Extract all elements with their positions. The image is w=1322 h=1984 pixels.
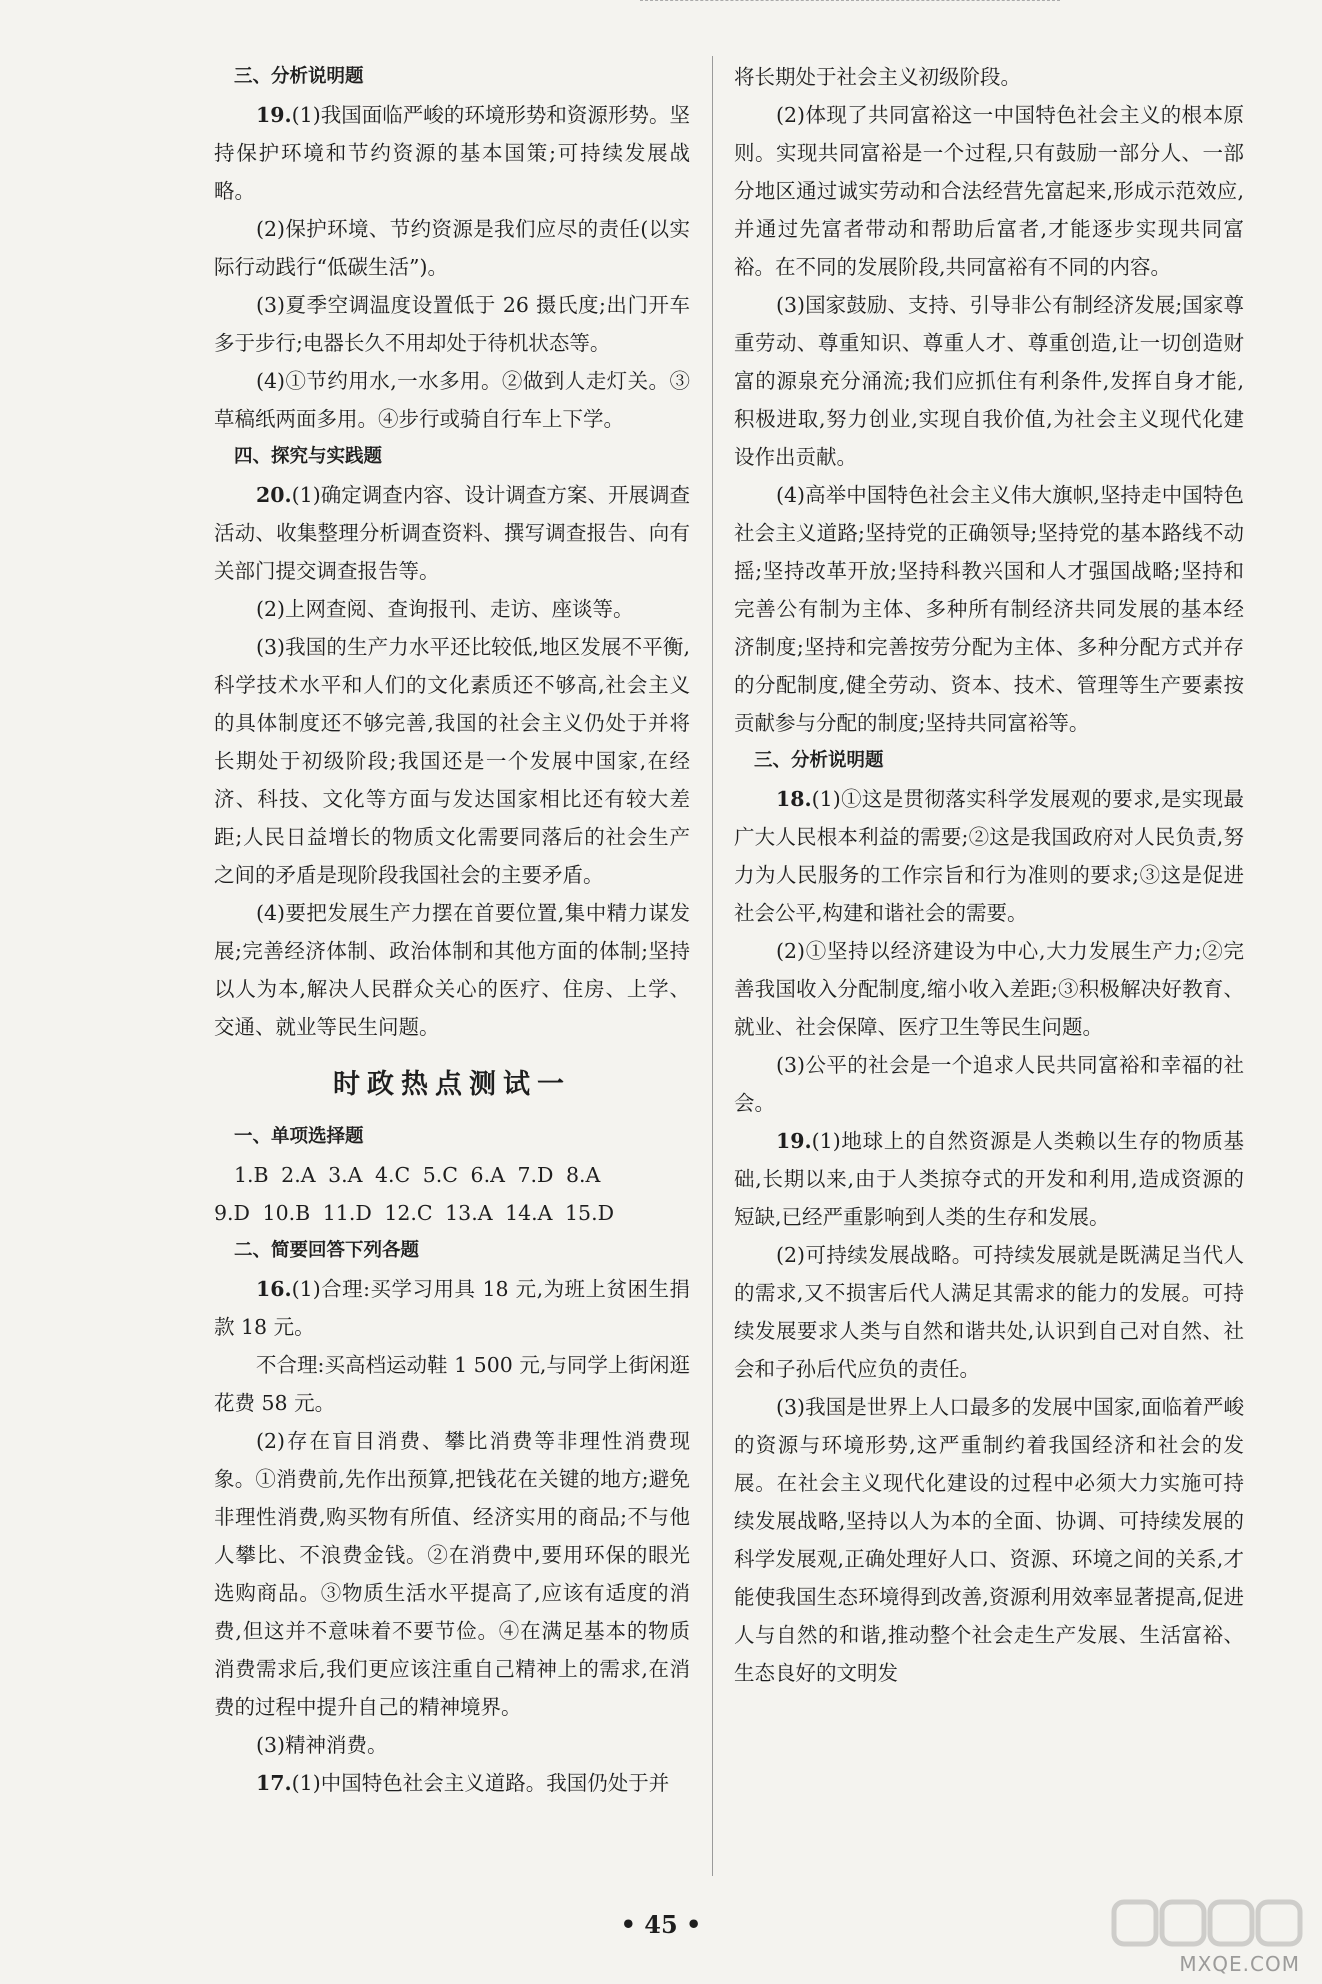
section-heading: 二、简要回答下列各题 <box>234 1240 420 1261</box>
answer: 7.D <box>517 1163 554 1187</box>
q16-part2: (2)存在盲目消费、攀比消费等非理性消费现象。①消费前,先作出预算,把钱花在关键的地方;避免非理性消费,购买物有所值、经济实用的商品;不与他人攀比、不浪费金钱。②在消费中,要用环保的眼光选购商品。③物质生活水平提高了,应该有适度的消费,但这并不意味着不要节俭。④在满足基本的物质消费需求后,我们更应该注重自己精神上的需求,在消费的过程中提升自己的精神境界。 <box>214 1429 690 1719</box>
answer: 3.A <box>328 1163 363 1187</box>
answer: 1.B <box>234 1163 269 1187</box>
q17-part2: (2)体现了共同富裕这一中国特色社会主义的根本原则。实现共同富裕是一个过程,只有鼓励一部分人、一部分地区通过诚实劳动和合法经营先富起来,形成示范效应,并通过先富者带动和帮助后富者,才能逐步实现共同富裕。在不同的发展阶段,共同富裕有不同的内容。 <box>734 103 1244 279</box>
question-number: 19. <box>776 1129 812 1153</box>
q19-part2: (2)可持续发展战略。可持续发展就是既满足当代人的需求,又不损害后代人满足其需求的能力的发展。可持续发展要求人类与自然和谐共处,认识到自己对自然、社会和子孙后代应负的责任。 <box>734 1243 1244 1381</box>
top-border <box>640 0 1060 5</box>
section-heading: 三、分析说明题 <box>234 66 364 87</box>
q19-part2: (2)保护环境、节约资源是我们应尽的责任(以实际行动践行“低碳生活”)。 <box>214 217 690 279</box>
answer: 11.D <box>322 1201 372 1225</box>
question-number: 20. <box>256 483 292 507</box>
q19-part4: (4)①节约用水,一水多用。②做到人走灯关。③草稿纸两面多用。④步行或骑自行车上下学。 <box>214 369 690 431</box>
q19-part1: 19.(1)地球上的自然资源是人类赖以生存的物质基础,长期以来,由于人类掠夺式的开发和利用,造成资源的短缺,已经严重影响到人类的生存和发展。 <box>734 1129 1244 1229</box>
answer: 8.A <box>565 1163 601 1187</box>
answer: 15.D <box>565 1201 615 1225</box>
q20-part4: (4)要把发展生产力摆在首要位置,集中精力谋发展;完善经济体制、政治体制和其他方面的体制;坚持以人为本,解决人民群众关心的医疗、住房、上学、交通、就业等民生问题。 <box>214 901 690 1039</box>
q17-part3: (3)国家鼓励、支持、引导非公有制经济发展;国家尊重劳动、尊重知识、尊重人才、尊重创造,让一切创造财富的源泉充分涌流;我们应抓住有利条件,发挥自身才能,积极进取,努力创业,实现自我价值,为社会主义现代化建设作出贡献。 <box>734 293 1244 469</box>
section-heading: 四、探究与实践题 <box>234 446 383 467</box>
section-heading: 一、单项选择题 <box>234 1126 364 1147</box>
q20-part3: (3)我国的生产力水平还比较低,地区发展不平衡,科学技术水平和人们的文化素质还不够高,社会主义的具体制度还不够完善,我国的社会主义仍处于并将长期处于初级阶段;我国还是一个发展中国家,在经济、科技、文化等方面与发达国家相比还有较大差距;人民日益增长的物质文化需要同落后的社会生产之间的矛盾是现阶段我国社会的主要矛盾。 <box>214 635 690 887</box>
q18-part3: (3)公平的社会是一个追求人民共同富裕和幸福的社会。 <box>734 1053 1244 1115</box>
question-number: 19. <box>256 103 292 127</box>
question-number: 16. <box>256 1277 292 1301</box>
question-number: 18. <box>776 787 812 811</box>
q17-part1-continued: 将长期处于社会主义初级阶段。 <box>734 65 1021 89</box>
q17-part1: 17.(1)中国特色社会主义道路。我国仍处于并 <box>256 1771 670 1795</box>
left-column <box>214 58 690 1802</box>
q18-part1: 18.(1)①这是贯彻落实科学发展观的要求,是实现最广大人民根本利益的需要;②这是我国政府对人民负责,努力为人民服务的工作宗旨和行为准则的要求;③这是促进社会公平,构建和谐社会的需要。 <box>734 787 1244 925</box>
q19-part3: (3)夏季空调温度设置低于 26 摄氏度;出门开车多于步行;电器长久不用却处于待机状态等。 <box>214 293 690 355</box>
question-number: 17. <box>256 1771 292 1795</box>
page-number: • 45 • <box>620 1910 702 1939</box>
q16-part1b: 不合理:买高档运动鞋 1 500 元,与同学上街闲逛花费 58 元。 <box>214 1353 690 1415</box>
answer: 4.C <box>374 1163 411 1187</box>
section-heading: 三、分析说明题 <box>754 750 884 771</box>
answer-row-1 <box>214 1156 690 1194</box>
answer: 6.A <box>470 1163 505 1187</box>
q19-part1: 19.(1)我国面临严峻的环境形势和资源形势。坚持保护环境和节约资源的基本国策;可持续发展战略。 <box>214 103 690 203</box>
q20-part1: 20.(1)确定调查内容、设计调查方案、开展调查活动、收集整理分析调查资料、撰写调查报告、向有关部门提交调查报告等。 <box>214 483 690 583</box>
test-title: 时政热点测试一 <box>333 1069 571 1100</box>
right-column <box>734 58 1244 1692</box>
answer: 9.D <box>214 1201 250 1225</box>
answer: 14.A <box>505 1201 553 1225</box>
q20-part2: (2)上网查阅、查询报刊、走访、座谈等。 <box>256 597 634 621</box>
q16-part3: (3)精神消费。 <box>256 1733 388 1757</box>
answer: 12.C <box>384 1201 433 1225</box>
watermark-text: MXQE.COM <box>1179 1952 1300 1976</box>
q19-part3: (3)我国是世界上人口最多的发展中国家,面临着严峻的资源与环境形势,这严重制约着我国经济和社会的发展。在社会主义现代化建设的过程中必须大力实施可持续发展战略,坚持以人为本的全面、协调、可持续发展的科学发展观,正确处理好人口、资源、环境之间的关系,才能使我国生态环境得到改善,资源利用效率显著提高,促进人与自然的和谐,推动整个社会走生产发展、生活富裕、生态良好的文明发 <box>734 1395 1244 1685</box>
q18-part2: (2)①坚持以经济建设为中心,大力发展生产力;②完善我国收入分配制度,缩小收入差距;③积极解决好教育、就业、社会保障、医疗卫生等民生问题。 <box>734 939 1244 1039</box>
answer: 2.A <box>281 1163 316 1187</box>
column-divider <box>712 56 713 1876</box>
answer: 5.C <box>422 1163 458 1187</box>
answer: 10.B <box>262 1201 311 1225</box>
answer-row-2 <box>214 1194 690 1232</box>
q16-part1: 16.(1)合理:买学习用具 18 元,为班上贫困生捐款 18 元。 <box>214 1277 690 1339</box>
answer: 13.A <box>445 1201 493 1225</box>
q17-part4: (4)高举中国特色社会主义伟大旗帜,坚持走中国特色社会主义道路;坚持党的正确领导;坚持党的基本路线不动摇;坚持改革开放;坚持科教兴国和人才强国战略;坚持和完善公有制为主体、多种所有制经济共同发展的基本经济制度;坚持和完善按劳分配为主体、多种分配方式并存的分配制度,健全劳动、资本、技术、管理等生产要素按贡献参与分配的制度;坚持共同富裕等。 <box>734 483 1244 735</box>
